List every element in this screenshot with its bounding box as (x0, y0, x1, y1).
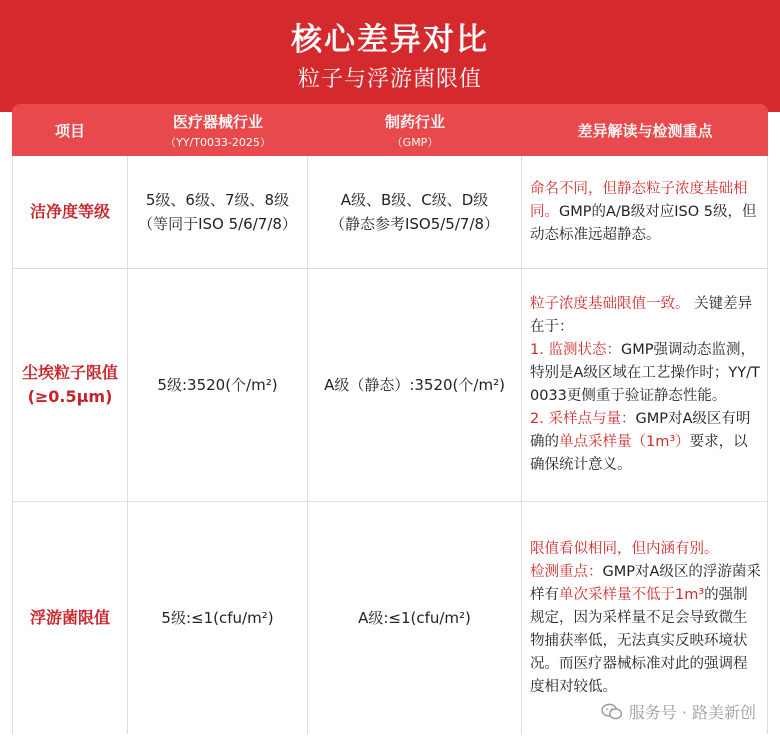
wechat-icon (601, 703, 623, 721)
device-cleanliness: 5级、6级、7级、8级 （等同于ISO 5/6/7/8） (128, 156, 308, 268)
table-row (12, 156, 768, 269)
header-pharma: 制药行业 （GMP） (384, 112, 445, 149)
pharma-airborne-bacteria: A级:≤1(cfu/m²) (308, 502, 522, 734)
diff-cleanliness: 命名不同，但静态粒子浓度基础相同。GMP的A/B级对应ISO 5级，但动态标准远超静态。 (522, 156, 768, 268)
header-item: 项目 (54, 121, 85, 140)
diff-particles: 粒子浓度基础限值一致。 关键差异在于： 1. 监测状态：GMP强调动态监测，特别是A级区域在工艺操作时；YY/T 0033更侧重于验证静态性能。 2. 采样点与量：GMP对A级区有明确的单点采样量（1m³）要求，以确保统计意义。 (522, 269, 768, 501)
device-airborne-bacteria: 5级:≤1(cfu/m²) (128, 502, 308, 734)
diff-airborne-bacteria: 限值看似相同，但内涵有别。 检测重点：GMP对A级区的浮游菌采样有单次采样量不低于1m³的强制规定，因为采样量不足会导致微生物捕获率低，无法真实反映环境状况。而医疗器械标准对此的强调程度相对较低。 (522, 502, 768, 734)
row-item-airborne-bacteria: 浮游菌限值 (12, 502, 128, 734)
table-row (12, 269, 768, 502)
row-item-cleanliness: 洁净度等级 (12, 156, 128, 268)
title-banner (0, 0, 780, 112)
pharma-cleanliness: A级、B级、C级、D级 （静态参考ISO5/5/7/8） (308, 156, 522, 268)
device-particles: 5级:3520(个/m²) (128, 269, 308, 501)
header-device: 医疗器械行业 （YY/T0033-2025） (165, 112, 271, 149)
header-diff: 差异解读与检测重点 (577, 121, 713, 140)
page-subtitle: 粒子与浮游菌限值 (297, 67, 482, 92)
table-header (12, 104, 768, 156)
page-title: 核心差异对比 (291, 22, 489, 58)
watermark-text: 服务号 · 路美新创 (628, 703, 756, 722)
watermark (601, 700, 756, 723)
comparison-table (12, 104, 768, 734)
row-item-particles: 尘埃粒子限值 (≥0.5μm) (12, 269, 128, 501)
pharma-particles: A级（静态）:3520(个/m²) (308, 269, 522, 501)
